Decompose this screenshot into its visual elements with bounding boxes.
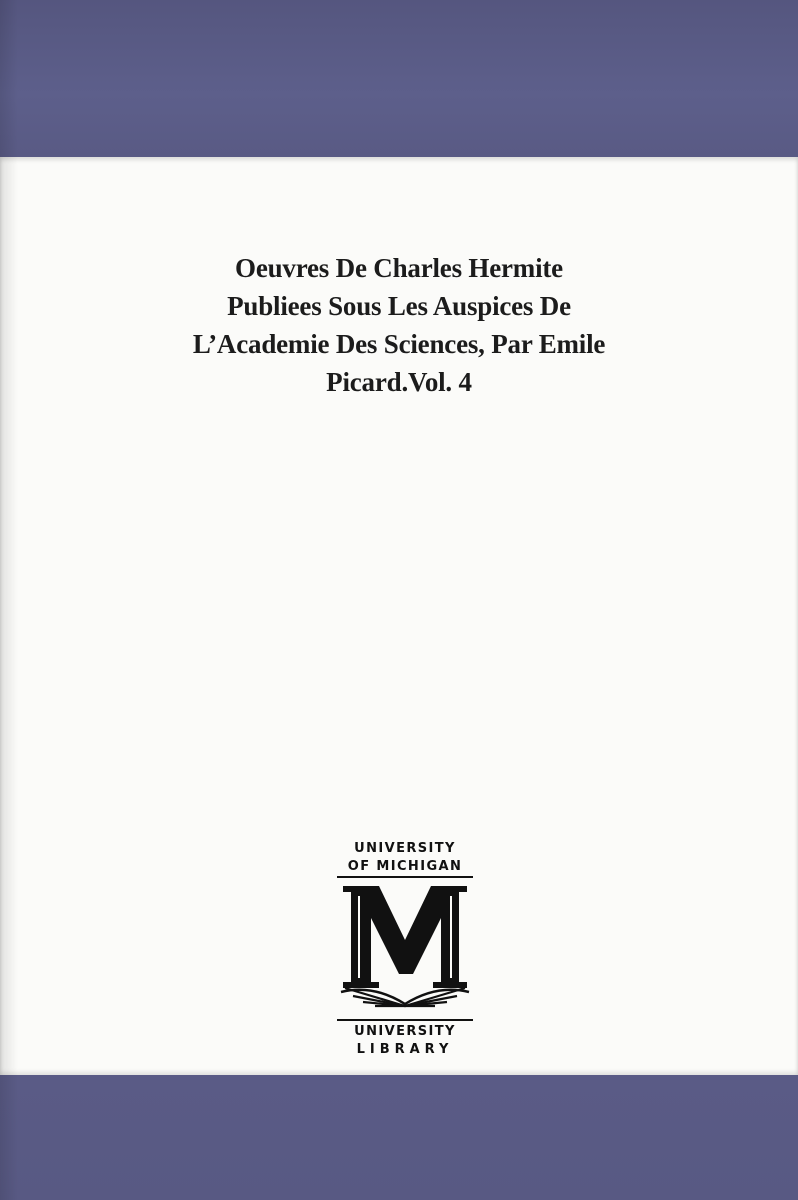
logo-text-of-michigan: OF MICHIGAN	[347, 859, 463, 874]
logo-text-university-top: UNIVERSITY	[354, 841, 456, 856]
logo-rule-bottom	[337, 1019, 473, 1021]
logo-text-university-bottom: UNIVERSITY	[354, 1024, 456, 1039]
logo-text-library: LIBRARY	[356, 1042, 454, 1057]
university-of-michigan-library-logo	[337, 838, 473, 1060]
cover-bottom-band	[0, 1075, 798, 1200]
title-line-3: L’Academie Des Sciences, Par Emile	[192, 329, 606, 359]
michigan-m-book-icon	[337, 878, 473, 1013]
title-line-4: Picard.Vol. 4	[326, 367, 472, 397]
title-line-2: Publiees Sous Les Auspices De	[227, 291, 571, 321]
cover-top-band	[0, 0, 798, 157]
title-line-1: Oeuvres De Charles Hermite	[235, 253, 563, 283]
cover-spine-shadow	[0, 0, 18, 1200]
book-title	[0, 249, 798, 401]
